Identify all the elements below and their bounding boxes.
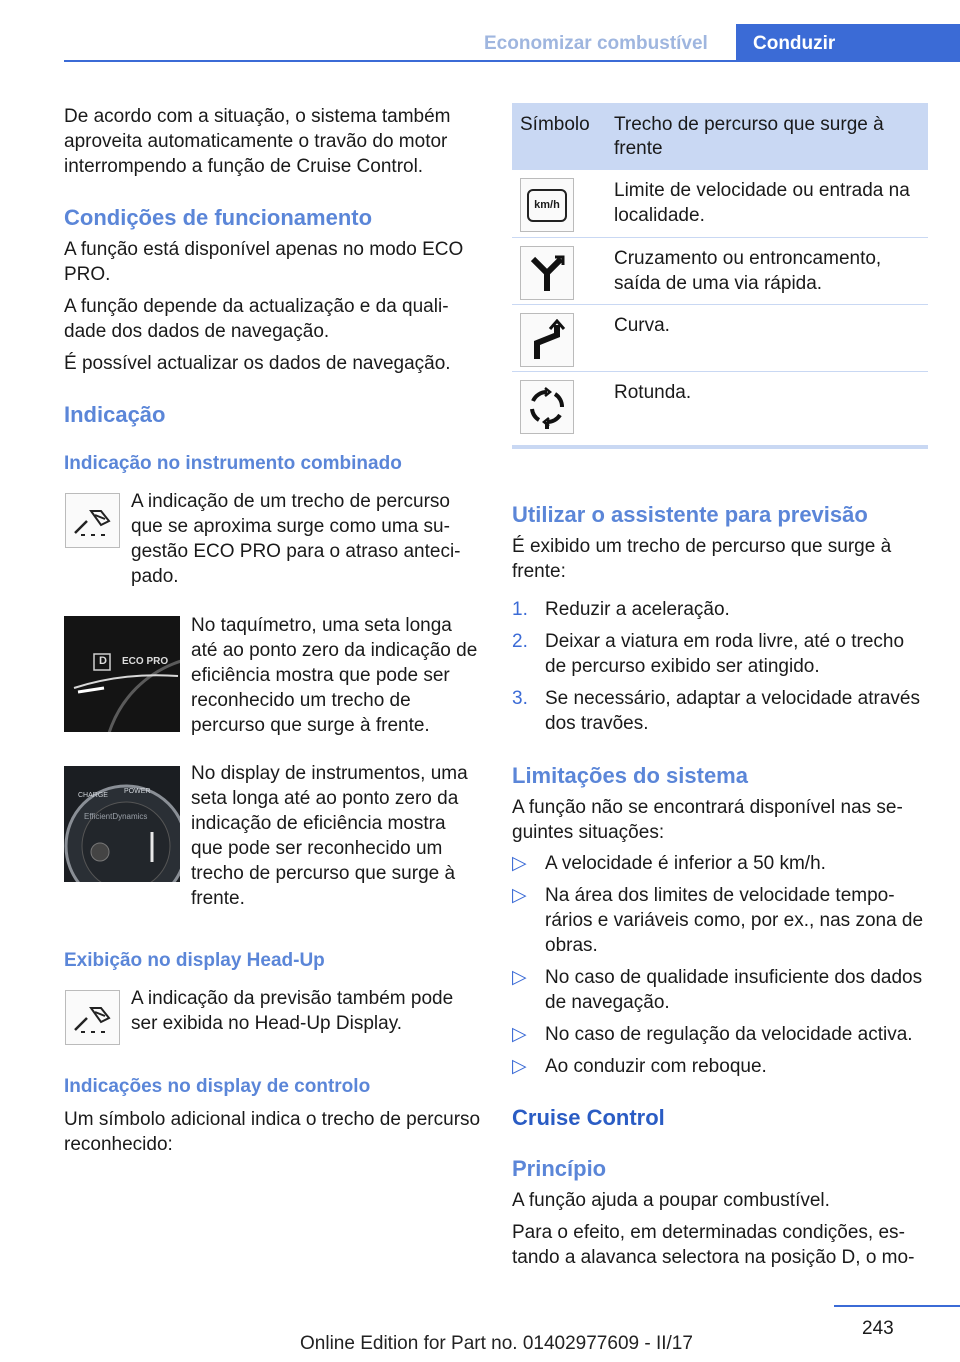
edition-note: Online Edition for Part no. 01402977609 - II/17: [300, 1333, 693, 1354]
table-header-row: [512, 103, 928, 170]
junction-icon: [520, 246, 574, 300]
list-item: [512, 851, 932, 876]
footer-rule: [834, 1305, 960, 1307]
list-item: [512, 883, 932, 958]
list-item: [512, 965, 932, 1015]
bullet-marker: ▷: [512, 885, 527, 906]
step-text: Se necessário, adaptar a velocidade através dos travões.: [545, 688, 920, 734]
header-section: Economizar combustível: [484, 33, 708, 54]
header-chapter: Conduzir: [736, 24, 960, 62]
hud-text: A indicação da previsão também pode ser exibida no Head-Up Display.: [131, 988, 454, 1034]
table-row: [512, 170, 928, 237]
conditions-heading: Condições de funcionamento: [64, 205, 373, 230]
conditions-p3: É possível actualizar os dados de navegação.: [64, 353, 451, 374]
bullet-marker: ▷: [512, 1024, 527, 1045]
list-item: [512, 686, 928, 736]
symbol-table: [512, 103, 928, 449]
list-item: [512, 629, 928, 679]
list-item: [512, 597, 928, 622]
table-row: [512, 237, 928, 304]
table-header-route: Trecho de percurso que surge à frente: [606, 103, 928, 170]
bullet-marker: ▷: [512, 853, 527, 874]
list-item: [512, 1054, 932, 1079]
bullet-marker: ▷: [512, 967, 527, 988]
limit-text: Ao conduzir com reboque.: [545, 1056, 767, 1077]
limit-text: Na área dos limites de velocidade temporários e variáveis como, por ex., nas zona de obras.: [545, 885, 924, 956]
conditions-p1: A função está disponível apenas no modo ECO PRO.: [64, 239, 464, 285]
instr-charge-label: CHARGE: [78, 792, 108, 799]
limit-text: No caso de qualidade insuficiente dos dados de navegação.: [545, 967, 923, 1013]
list-item: [512, 1022, 932, 1047]
limit-text: No caso de regulação da velocidade activa.: [545, 1024, 913, 1045]
intro-paragraph: De acordo com a situação, o sistema também aproveita automaticamente o travão do motor interrompendo a função de Cruise Control.: [64, 106, 451, 177]
speed-limit-icon: [520, 178, 574, 232]
roundabout-icon: [520, 380, 574, 434]
conditions-p2: A função depende da actualização e da qualidade dos dados de navegação.: [64, 296, 449, 342]
page-number: 243: [862, 1318, 894, 1339]
eco-route-icon: [65, 493, 120, 548]
instrument-text: No display de instrumentos, uma seta longa até ao ponto zero da indicação de eficiência mostra que pode ser reconhecido um trecho de percurso que surge à frente.: [191, 763, 468, 909]
step-text: Deixar a viatura em roda livre, até o trecho de percurso exibido ser atingido.: [545, 631, 905, 677]
table-cell-text: Limite de velocidade ou entrada na localidade.: [606, 170, 928, 237]
cruise-control-heading: Cruise Control: [512, 1105, 665, 1130]
curve-icon: [520, 313, 574, 367]
table-row: [512, 371, 928, 447]
table-row: [512, 304, 928, 371]
instr-efficient-label: EfficientDynamics: [84, 812, 148, 821]
principle-heading: Princípio: [512, 1156, 607, 1181]
table-header-symbol: Símbolo: [512, 103, 606, 170]
table-cell-text: Rotunda.: [606, 371, 928, 447]
limits-text: A função não se encontrará disponível nas seguintes situações:: [512, 797, 903, 843]
principle-p2: Para o efeito, em determinadas condições, estando a alavanca selectora na posição D, o mo-: [512, 1222, 915, 1268]
hud-heading: Exibição no display Head-Up: [64, 950, 325, 971]
limits-heading: Limitações do sistema: [512, 763, 748, 788]
table-cell-text: Cruzamento ou entroncamento, saída de uma via rápida.: [606, 237, 928, 304]
speedo-gear: D: [99, 655, 107, 667]
speedo-text: No taquímetro, uma seta longa até ao ponto zero da indicação de eficiência mostra que pode ser reconhecido um trecho de percurso que surge à frente.: [191, 615, 478, 736]
instrument-display-photo: [64, 766, 180, 882]
limits-list: [512, 851, 932, 1086]
step-number: 3.: [512, 688, 528, 709]
control-text: Um símbolo adicional indica o trecho de percurso reconhecido:: [64, 1109, 481, 1155]
eco-route-icon-hud: [65, 990, 120, 1045]
steps-list: [512, 597, 928, 743]
assist-heading: Utilizar o assistente para previsão: [512, 502, 868, 527]
speedometer-photo: [64, 616, 180, 732]
speedo-eco-label: ECO PRO: [122, 656, 169, 667]
limit-text: A velocidade é inferior a 50 km/h.: [545, 853, 826, 874]
combined-text: A indicação de um trecho de percurso que se aproxima surge como uma sugestão ECO PRO para o atraso antecipado.: [131, 491, 461, 587]
combined-heading: Indicação no instrumento combinado: [64, 453, 402, 474]
header-rule: [64, 60, 960, 62]
instr-power-label: POWER: [124, 788, 151, 795]
principle-p1: A função ajuda a poupar combustível.: [512, 1190, 830, 1211]
assist-text: É exibido um trecho de percurso que surge à frente:: [512, 536, 892, 582]
control-heading: Indicações no display de controlo: [64, 1076, 371, 1097]
step-number: 2.: [512, 631, 528, 652]
step-text: Reduzir a aceleração.: [545, 599, 730, 620]
table-cell-text: Curva.: [606, 304, 928, 371]
bullet-marker: ▷: [512, 1056, 527, 1077]
display-heading: Indicação: [64, 402, 166, 427]
step-number: 1.: [512, 599, 528, 620]
speed-limit-icon-text: km/h: [527, 189, 567, 222]
